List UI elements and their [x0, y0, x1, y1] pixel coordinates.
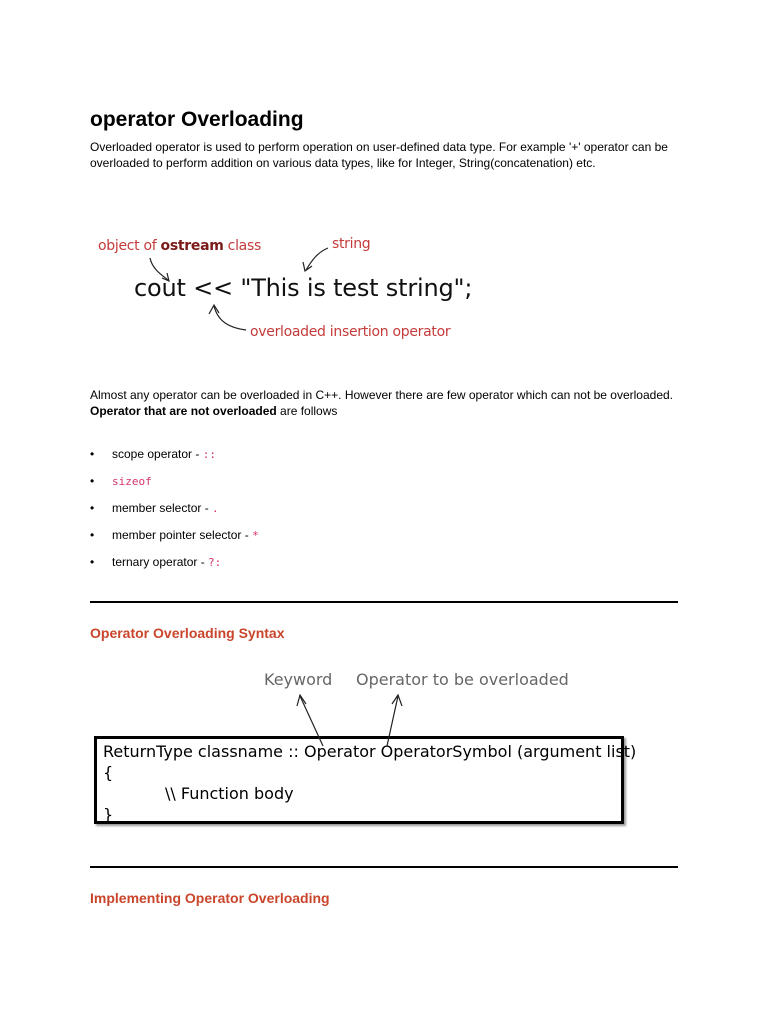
- implementing-heading: Implementing Operator Overloading: [90, 890, 330, 906]
- keyword-annotation: Keyword: [264, 670, 333, 689]
- intro-paragraph: Overloaded operator is used to perform operation on user-defined data type. For example '+' operator can be overloaded to perform addition on various data types, like for Integer, String(concatenation) etc.: [90, 140, 668, 170]
- divider: [90, 866, 678, 868]
- not-overloaded-paragraph: Almost any operator can be overloaded in C++. However there are few operator which can not be overloaded. Operator that are not overloaded are follows: [90, 388, 674, 418]
- non-overloadable-list: [90, 441, 490, 576]
- keyword-arrow: [300, 696, 323, 746]
- syntax-diagram: [90, 666, 650, 836]
- operator-annotation: Operator to be overloaded: [356, 670, 569, 689]
- syntax-line: ReturnType classname :: Operator OperatorSymbol (argument list): [103, 742, 637, 761]
- list-item: • member pointer selector - *: [90, 522, 490, 549]
- object-arrow: [150, 258, 168, 280]
- syntax-line: {: [103, 763, 114, 782]
- insertion-arrow: [214, 306, 246, 330]
- cout-statement: cout << "This is test string";: [134, 274, 473, 302]
- syntax-line: \\ Function body: [165, 784, 294, 803]
- divider: [90, 601, 678, 603]
- string-arrow: [306, 248, 328, 270]
- list-item: • scope operator - ::: [90, 441, 490, 468]
- cout-diagram: [90, 230, 510, 350]
- insertion-annotation: overloaded insertion operator: [250, 324, 451, 340]
- object-annotation: object of ostream class: [98, 238, 261, 254]
- annotation-arrows: [90, 230, 510, 350]
- list-item: • sizeof: [90, 468, 490, 495]
- syntax-heading: Operator Overloading Syntax: [90, 625, 285, 641]
- syntax-line: }: [103, 805, 114, 824]
- page-title: operator Overloading: [90, 108, 304, 131]
- string-annotation: string: [332, 236, 371, 252]
- list-item: • ternary operator - ?:: [90, 549, 490, 576]
- list-item: • member selector - .: [90, 495, 490, 522]
- syntax-arrows: [90, 666, 650, 836]
